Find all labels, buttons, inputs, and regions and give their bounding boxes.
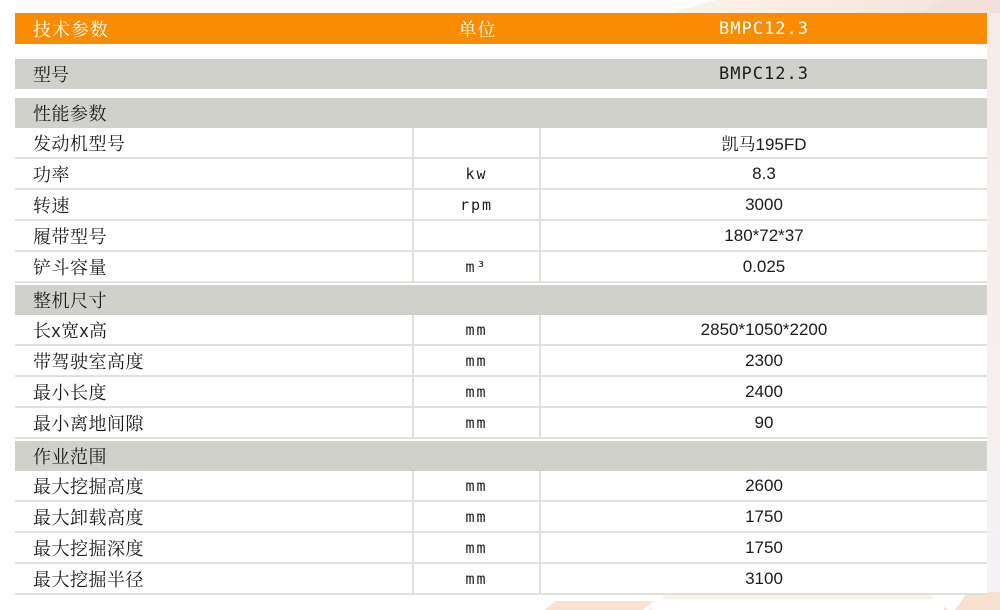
param-label-cell: 最大卸载高度 [15,502,414,531]
value-cell: 0.025 [742,256,786,276]
table-row [15,471,987,502]
unit-cell: mm [414,315,541,344]
spec-table-body [15,98,987,595]
model-value: BMPC12.3 [719,64,809,84]
header-model-value: BMPC12.3 [719,18,809,39]
param-label-cell: 带驾驶室高度 [15,346,414,375]
value-cell: 90 [754,412,774,432]
value-cell: 3000 [745,194,783,214]
value-cell: 1750 [745,537,783,557]
unit-cell: m³ [414,252,541,281]
decor-bottom-hexagon [648,595,948,610]
model-label: 型号 [33,65,69,85]
unit-cell: kw [414,159,541,188]
param-label-cell: 功率 [15,159,414,188]
unit-cell: mm [414,408,541,437]
table-header-row [15,13,987,44]
table-row [15,564,987,595]
value-cell: 2850*1050*2200 [700,319,828,339]
table-row [15,502,987,533]
param-label-cell: 铲斗容量 [15,252,414,281]
table-row [15,315,987,346]
unit-cell: mm [414,377,541,406]
table-row [15,221,987,252]
param-label-cell: 最大挖掘半径 [15,564,414,593]
table-row [15,533,987,564]
param-label-cell: 转速 [15,190,414,219]
table-row [15,159,987,190]
param-label-cell: 长x宽x高 [15,315,414,344]
unit-cell: mm [414,502,541,531]
unit-cell: mm [414,471,541,500]
section-header-row [15,285,987,315]
table-row [15,190,987,221]
header-unit-label: 单位 [458,19,497,40]
section-header-row [15,441,987,471]
model-row [15,59,987,89]
unit-cell: mm [414,564,541,593]
value-cell: 8.3 [752,163,776,183]
table-row [15,128,987,159]
param-label-cell: 最大挖掘深度 [15,533,414,562]
section-header-row [15,98,987,128]
value-cell: 1750 [745,506,783,526]
header-param-label: 技术参数 [33,19,109,40]
table-row [15,346,987,377]
unit-cell: rpm [414,190,541,219]
unit-cell: mm [414,533,541,562]
table-row [15,252,987,283]
param-label-cell: 最小长度 [15,377,414,406]
value-cell: 2400 [745,381,783,401]
value-cell: 3100 [745,568,783,588]
value-cell: 凯马195FD [721,135,807,154]
decor-right-strip [987,13,1000,610]
unit-cell [414,221,541,250]
decor-bottom-bar [545,601,653,610]
table-row [15,408,987,439]
param-label-cell: 最大挖掘高度 [15,471,414,500]
table-row [15,377,987,408]
spec-table [15,13,987,595]
param-label-cell: 最小离地间隙 [15,408,414,437]
unit-cell [414,128,541,157]
value-cell: 2600 [745,475,783,495]
value-cell: 180*72*37 [724,225,804,245]
param-label-cell: 发动机型号 [15,128,414,157]
section-title: 性能参数 [33,104,107,124]
section-title: 整机尺寸 [33,291,107,311]
param-label-cell: 履带型号 [15,221,414,250]
unit-cell: mm [414,346,541,375]
value-cell: 2300 [745,350,783,370]
section-title: 作业范围 [33,447,107,467]
